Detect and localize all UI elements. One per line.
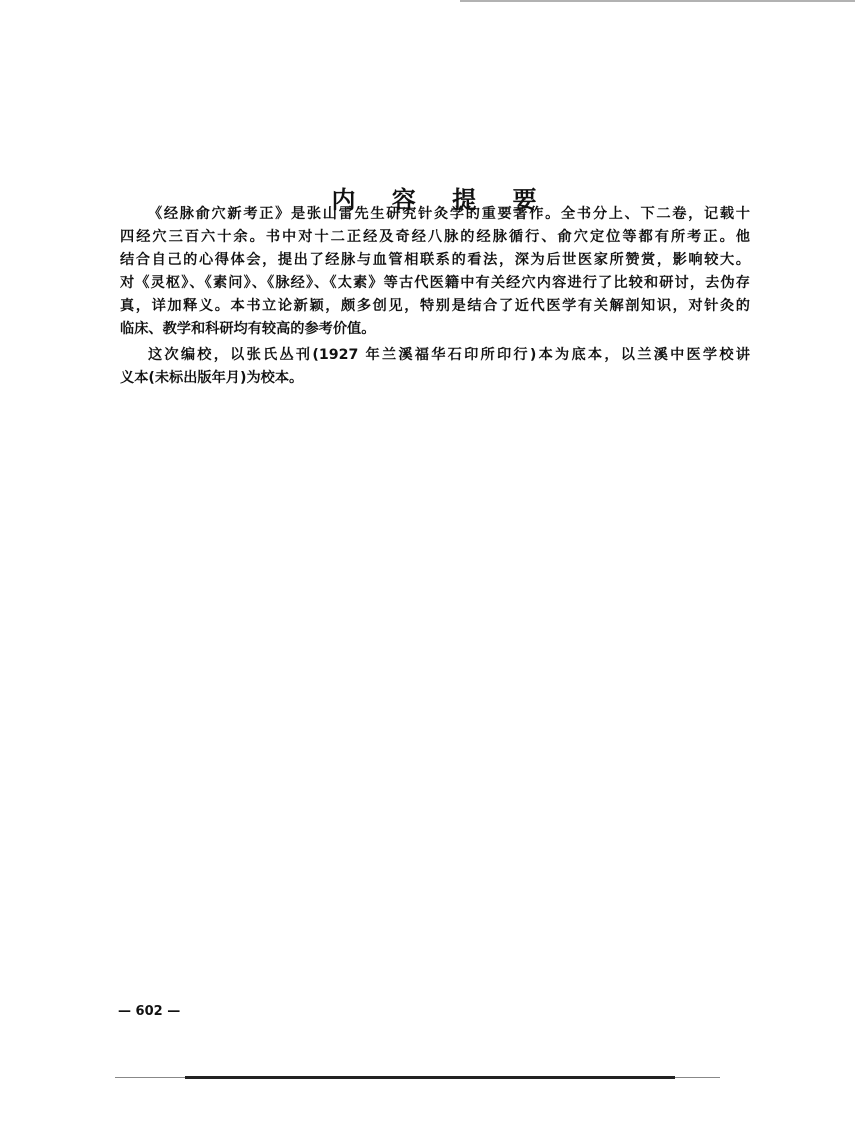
text-line: 真，详加释义。本书立论新颖，颇多创见，特别是结合了近代医学有关解剖知识，对针灸的 bbox=[120, 298, 750, 314]
page-title: 内 容 提 要 bbox=[331, 186, 551, 215]
text-line: 临床、教学和科研均有较高的参考价值。 bbox=[120, 321, 376, 337]
page-number: — 602 — bbox=[118, 1004, 181, 1019]
bottom-rule bbox=[185, 1076, 675, 1079]
summary-body bbox=[120, 203, 750, 390]
text-line: 《经脉俞穴新考正》是张山雷先生研究针灸学的重要著作。全书分上、下二卷，记载十 bbox=[148, 206, 750, 222]
scan-artifact bbox=[460, 0, 855, 2]
text-line: 结合自己的心得体会，提出了经脉与血管相联系的看法，深为后世医家所赞赏，影响较大。 bbox=[120, 252, 750, 268]
paragraph-1 bbox=[120, 203, 750, 341]
text-line: 四经穴三百六十余。书中对十二正经及奇经八脉的经脉循行、俞穴定位等都有所考正。他 bbox=[120, 229, 750, 245]
text-line: 义本(未标出版年月)为校本。 bbox=[120, 370, 304, 386]
paragraph-2 bbox=[120, 344, 750, 390]
text-line: 这次编校，以张氏丛刊(1927 年兰溪福华石印所印行)本为底本，以兰溪中医学校讲 bbox=[148, 347, 750, 363]
text-line: 对《灵枢》、《素问》、《脉经》、《太素》等古代医籍中有关经穴内容进行了比较和研讨，去伪存 bbox=[120, 275, 750, 291]
